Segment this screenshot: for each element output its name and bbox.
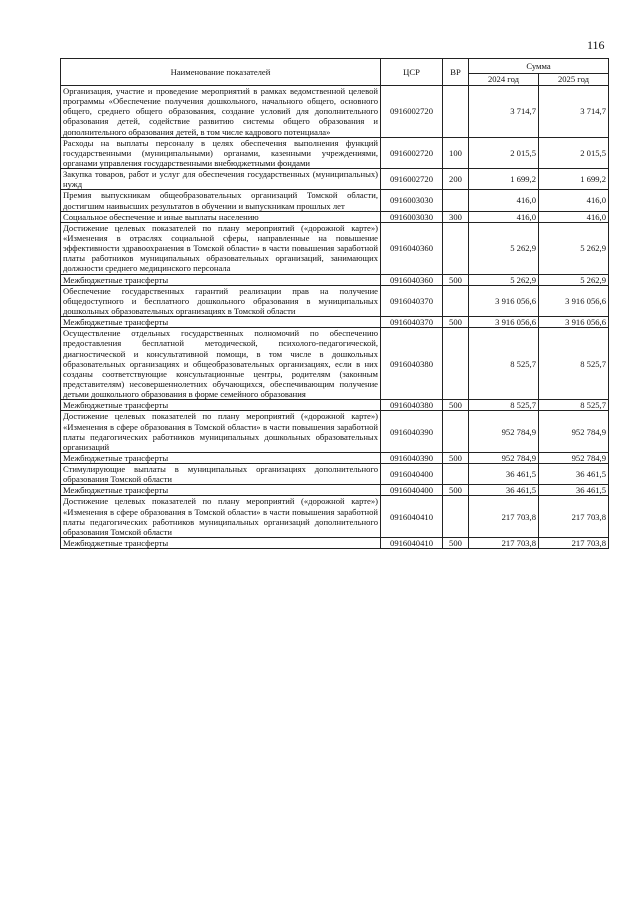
table-body <box>61 86 609 549</box>
row-vr-cell: 100 <box>443 137 469 168</box>
table-row <box>61 317 609 328</box>
row-csr-cell: 0916040360 <box>381 274 443 285</box>
row-csr-cell: 0916040410 <box>381 496 443 538</box>
table-row <box>61 411 609 453</box>
row-name-cell: Стимулирующие выплаты в муниципальных организациях дополнительного образования Томской области <box>61 464 381 485</box>
budget-table <box>60 58 609 549</box>
row-vr-cell <box>443 222 469 274</box>
row-name-cell: Премия выпускникам общеобразовательных организаций Томской области, достигшим наивысших результатов в обучении и выпускникам прошлых лет <box>61 190 381 211</box>
row-sum-2024-cell: 416,0 <box>469 190 539 211</box>
row-csr-cell: 0916040360 <box>381 222 443 274</box>
table-header <box>61 59 609 86</box>
row-sum-2024-cell: 36 461,5 <box>469 485 539 496</box>
row-sum-2024-cell: 3 714,7 <box>469 86 539 138</box>
table-row <box>61 285 609 316</box>
row-vr-cell: 500 <box>443 317 469 328</box>
row-vr-cell: 300 <box>443 211 469 222</box>
row-name-cell: Достижение целевых показателей по плану мероприятий («дорожной карте») «Изменения в сфере образования в Томской области» в части повышения заработной платы педагогических работников муниципальных дошкольных образовательных организаций <box>61 411 381 453</box>
row-name-cell: Межбюджетные трансферты <box>61 400 381 411</box>
table-row <box>61 496 609 538</box>
row-vr-cell <box>443 464 469 485</box>
row-name-cell: Закупка товаров, работ и услуг для обеспечения государственных (муниципальных) нужд <box>61 169 381 190</box>
row-name-cell: Межбюджетные трансферты <box>61 452 381 463</box>
row-name-cell: Межбюджетные трансферты <box>61 538 381 549</box>
row-sum-2024-cell: 217 703,8 <box>469 538 539 549</box>
row-vr-cell: 200 <box>443 169 469 190</box>
row-vr-cell: 500 <box>443 274 469 285</box>
table-row <box>61 452 609 463</box>
row-sum-2024-cell: 5 262,9 <box>469 274 539 285</box>
row-sum-2025-cell: 1 699,2 <box>539 169 609 190</box>
table-row <box>61 211 609 222</box>
row-name-cell: Межбюджетные трансферты <box>61 485 381 496</box>
row-sum-2025-cell: 416,0 <box>539 211 609 222</box>
row-vr-cell <box>443 411 469 453</box>
row-vr-cell: 500 <box>443 538 469 549</box>
row-vr-cell: 500 <box>443 485 469 496</box>
row-vr-cell <box>443 328 469 400</box>
row-csr-cell: 0916040380 <box>381 328 443 400</box>
row-csr-cell: 0916003030 <box>381 211 443 222</box>
header-name: Наименование показателей <box>61 59 381 86</box>
row-vr-cell: 500 <box>443 452 469 463</box>
row-sum-2024-cell: 36 461,5 <box>469 464 539 485</box>
table-row <box>61 464 609 485</box>
row-name-cell: Межбюджетные трансферты <box>61 274 381 285</box>
header-csr: ЦСР <box>381 59 443 86</box>
row-sum-2025-cell: 36 461,5 <box>539 485 609 496</box>
row-csr-cell: 0916040390 <box>381 452 443 463</box>
table-row <box>61 169 609 190</box>
row-sum-2025-cell: 416,0 <box>539 190 609 211</box>
row-sum-2024-cell: 8 525,7 <box>469 400 539 411</box>
row-csr-cell: 0916040370 <box>381 285 443 316</box>
header-year-2024: 2024 год <box>469 74 539 86</box>
row-sum-2024-cell: 217 703,8 <box>469 496 539 538</box>
row-sum-2025-cell: 8 525,7 <box>539 400 609 411</box>
row-sum-2025-cell: 36 461,5 <box>539 464 609 485</box>
row-name-cell: Обеспечение государственных гарантий реализации прав на получение общедоступного и бесплатного дошкольного образования в муниципальных дошкольных образовательных организациях в Томской области <box>61 285 381 316</box>
row-csr-cell: 0916040400 <box>381 464 443 485</box>
row-csr-cell: 0916002720 <box>381 169 443 190</box>
header-sum: Сумма <box>469 59 609 74</box>
row-sum-2024-cell: 3 916 056,6 <box>469 285 539 316</box>
row-csr-cell: 0916002720 <box>381 86 443 138</box>
row-vr-cell <box>443 496 469 538</box>
row-sum-2025-cell: 8 525,7 <box>539 328 609 400</box>
table-row <box>61 222 609 274</box>
row-csr-cell: 0916040400 <box>381 485 443 496</box>
row-sum-2025-cell: 5 262,9 <box>539 274 609 285</box>
row-sum-2025-cell: 952 784,9 <box>539 452 609 463</box>
row-csr-cell: 0916040410 <box>381 538 443 549</box>
header-vr: ВР <box>443 59 469 86</box>
row-sum-2024-cell: 8 525,7 <box>469 328 539 400</box>
table-row <box>61 190 609 211</box>
table-row <box>61 328 609 400</box>
table-row <box>61 137 609 168</box>
page-number: 116 <box>587 38 605 52</box>
row-sum-2024-cell: 5 262,9 <box>469 222 539 274</box>
row-csr-cell: 0916002720 <box>381 137 443 168</box>
table-row <box>61 485 609 496</box>
row-name-cell: Достижение целевых показателей по плану мероприятий («дорожной карте») «Изменения в сфере образования в Томской области» в части повышения заработной платы педагогических работников муниципальных организаций дополнительного образования Томской области <box>61 496 381 538</box>
row-sum-2025-cell: 3 916 056,6 <box>539 285 609 316</box>
row-sum-2025-cell: 5 262,9 <box>539 222 609 274</box>
row-name-cell: Организация, участие и проведение мероприятий в рамках ведомственной целевой программы «Обеспечение получения дошкольного, начального общего, основного общего, среднего общего образования, создание условий для дополнительного образования детей, содействие развитию системы общего образования и дополнительного образования детей, в том числе кадрового потенциала» <box>61 86 381 138</box>
row-sum-2024-cell: 3 916 056,6 <box>469 317 539 328</box>
row-vr-cell <box>443 190 469 211</box>
row-sum-2025-cell: 3 916 056,6 <box>539 317 609 328</box>
row-sum-2024-cell: 952 784,9 <box>469 411 539 453</box>
row-sum-2024-cell: 1 699,2 <box>469 169 539 190</box>
table-row <box>61 538 609 549</box>
row-vr-cell: 500 <box>443 400 469 411</box>
row-sum-2024-cell: 416,0 <box>469 211 539 222</box>
row-name-cell: Расходы на выплаты персоналу в целях обеспечения выполнения функций государственными (муниципальными) органами, казенными учреждениями, органами управления государственными внебюджетными фондами <box>61 137 381 168</box>
row-sum-2024-cell: 952 784,9 <box>469 452 539 463</box>
row-csr-cell: 0916040390 <box>381 411 443 453</box>
row-sum-2025-cell: 217 703,8 <box>539 496 609 538</box>
row-sum-2024-cell: 2 015,5 <box>469 137 539 168</box>
row-sum-2025-cell: 217 703,8 <box>539 538 609 549</box>
table-row <box>61 274 609 285</box>
row-sum-2025-cell: 952 784,9 <box>539 411 609 453</box>
row-csr-cell: 0916040380 <box>381 400 443 411</box>
header-year-2025: 2025 год <box>539 74 609 86</box>
row-sum-2025-cell: 3 714,7 <box>539 86 609 138</box>
row-vr-cell <box>443 285 469 316</box>
table-row <box>61 400 609 411</box>
table-row <box>61 86 609 138</box>
row-name-cell: Достижение целевых показателей по плану мероприятий («дорожной карте») «Изменения в отраслях социальной сферы, направленные на повышение эффективности здравоохранения в Томской области» в части повышения заработной платы работников муниципальных образовательных организаций, занимающих должности среднего медицинского персонала <box>61 222 381 274</box>
row-vr-cell <box>443 86 469 138</box>
row-csr-cell: 0916040370 <box>381 317 443 328</box>
row-csr-cell: 0916003030 <box>381 190 443 211</box>
row-name-cell: Межбюджетные трансферты <box>61 317 381 328</box>
row-name-cell: Социальное обеспечение и иные выплаты населению <box>61 211 381 222</box>
row-name-cell: Осуществление отдельных государственных полномочий по обеспечению предоставления бесплатной методической, психолого-педагогической, диагностической и консультативной помощи, в том числе в дошкольных образовательных организациях и общеобразовательных организациях, если в них созданы соответствующие консультационные центры, родителям (законным представителям) несовершеннолетних обучающихся, обеспечивающим получение детьми дошкольного образования в форме семейного образования <box>61 328 381 400</box>
row-sum-2025-cell: 2 015,5 <box>539 137 609 168</box>
